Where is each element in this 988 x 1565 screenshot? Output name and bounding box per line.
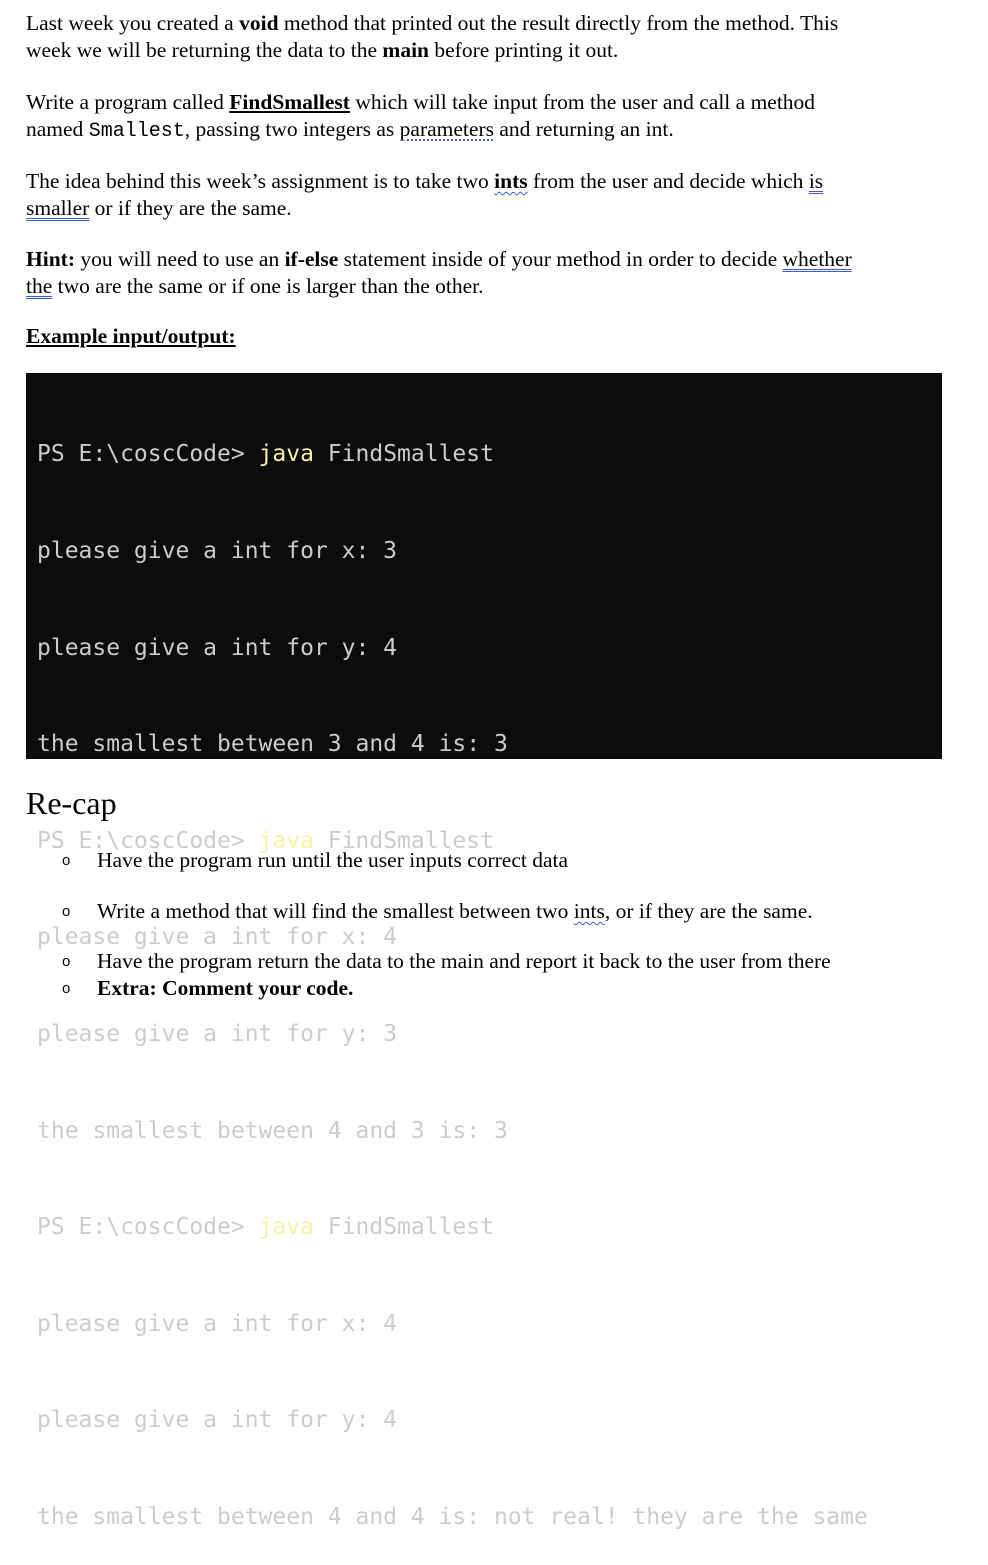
bullet-icon: o: [62, 953, 71, 970]
recap-item: o Write a method that will find the smallest between two ints, or if they are the same.: [62, 899, 813, 923]
terminal-result: the smallest between 4 and 4 is: not real! they are the same: [37, 1503, 868, 1530]
terminal-command-line: PS E:\coscCode> java FindSmallest: [37, 1214, 494, 1241]
bullet-icon: o: [62, 980, 71, 997]
recap-item: o Have the program run until the user inputs correct data: [62, 848, 569, 872]
idea-paragraph: The idea behind this week’s assignment is to take two ints from the user and decide which is smaller or if they are the same.: [26, 169, 824, 220]
terminal-command-line: PS E:\coscCode> java FindSmallest: [37, 441, 494, 468]
hint-paragraph: Hint: you will need to use an if-else statement inside of your method in order to decide whether the two are the same or if one is larger than the other.: [26, 247, 852, 298]
terminal-y-prompt: please give a int for y: 3: [37, 1020, 398, 1047]
intro-paragraph: Last week you created a void method that printed out the result directly from the method. This week we will be returning the data to the main before printing it out.: [26, 11, 839, 62]
terminal-result: the smallest between 4 and 3 is: 3: [37, 1117, 508, 1144]
task-paragraph: Write a program called FindSmallest which will take input from the user and call a method named Smallest, passing two integers as parameters and returning an int.: [26, 90, 816, 143]
recap-item: o Extra: Comment your code.: [62, 976, 354, 1000]
bullet-icon: o: [62, 852, 71, 869]
example-label: Example input/output:: [26, 324, 236, 348]
terminal-y-prompt: please give a int for y: 4: [37, 1407, 398, 1434]
terminal-x-prompt: please give a int for x: 4: [37, 924, 398, 951]
terminal-command-line: PS E:\coscCode> java FindSmallest: [37, 827, 494, 854]
terminal-x-prompt: please give a int for x: 3: [37, 538, 398, 564]
recap-item: o Have the program return the data to the main and report it back to the user from there: [62, 949, 831, 973]
bullet-icon: o: [62, 903, 71, 920]
terminal-result: the smallest between 3 and 4 is: 3: [37, 731, 508, 758]
terminal-x-prompt: please give a int for x: 4: [37, 1310, 398, 1337]
terminal-y-prompt: please give a int for y: 4: [37, 634, 398, 661]
recap-heading: Re-cap: [26, 785, 117, 821]
